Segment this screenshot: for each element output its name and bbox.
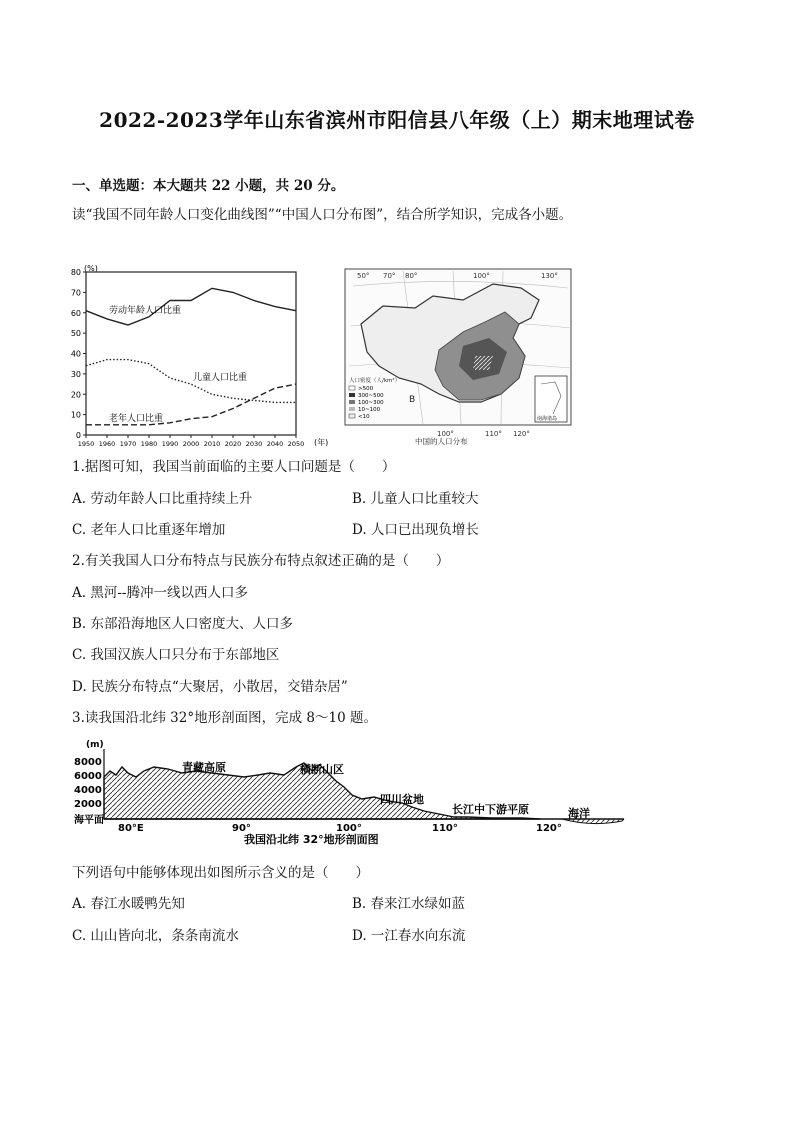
profile-ytick: 2000 [74,799,102,810]
x-tick-label: 2050 [287,440,305,448]
legend-item: >500 [358,386,374,392]
q3-question: 下列语句中能够体现出如图所示含义的是（ ） [72,865,369,881]
x-tick-label: 2020 [224,440,242,448]
y-tick-label: 60 [70,308,81,318]
q1-option-a[interactable]: A. 劳动年龄人口比重持续上升 [72,491,253,507]
y-tick-label: 50 [70,329,81,339]
legend-item: <10 [358,414,370,420]
map-caption: 中国的人口分布 [415,437,468,446]
intro-text: 读“我国不同年龄人口变化曲线图”“中国人口分布图”，结合所学知识，完成各小题。 [72,207,573,223]
q2-option-b[interactable]: B. 东部沿海地区人口密度大、人口多 [72,616,294,632]
q2-option-a[interactable]: A. 黑河--腾冲一线以西人口多 [72,585,248,601]
profile-lon: 90° [232,823,251,834]
q2-option-d[interactable]: D. 民族分布特点“大聚居，小散居，交错杂居” [72,679,348,695]
series-label: 劳动年龄人口比重 [109,305,182,316]
x-tick-label: 2000 [182,440,200,448]
profile-lon: 100° [336,823,362,834]
x-tick-label: 2010 [203,440,221,448]
x-tick-label: 1970 [119,440,137,448]
x-tick-label: 1950 [77,440,95,448]
lon-label: 110° [485,430,502,438]
profile-lon: 110° [432,823,458,834]
lon-label: 50° [357,272,370,280]
profile-unit: (m) [86,740,104,750]
q3-option-c[interactable]: C. 山山皆向北，条条南流水 [72,928,239,944]
q3-option-b[interactable]: B. 春来江水绿如蓝 [352,896,466,912]
region-label: 海洋 [568,807,590,820]
lon-label: 70° [383,272,396,280]
q2-stem: 2.有关我国人口分布特点与民族分布特点叙述正确的是（ ） [72,553,450,569]
q3-option-a[interactable]: A. 春江水暖鸭先知 [72,896,185,912]
profile-ytick: 8000 [74,757,102,768]
series-line [86,360,296,403]
inset-label: 南海诸岛 [537,416,558,422]
q1-option-d[interactable]: D. 人口已出现负增长 [352,522,479,538]
y-tick-label: 20 [70,390,81,400]
legend-item: 10~100 [358,407,381,413]
terrain-profile-32n [72,737,628,849]
y-unit-label: (%) [84,264,98,273]
y-tick-label: 10 [70,410,81,420]
y-tick-label: 40 [70,349,81,359]
x-unit-label: (年) [314,438,329,447]
marker-b: B [409,395,416,405]
lon-label: 80° [405,272,418,280]
legend-item: 100~300 [358,400,384,406]
page-title: 2022-2023学年山东省滨州市阳信县八年级（上）期末地理试卷 [99,108,695,132]
x-tick-label: 1980 [140,440,158,448]
legend-item: 300~500 [358,393,384,399]
lon-label: 100° [437,430,454,438]
legend-title: 人口密度（人/km²） [349,378,401,384]
section-heading: 一、单选题：本大题共 22 小题，共 20 分。 [72,178,345,194]
y-tick-label: 0 [75,431,81,440]
region-label: 横断山区 [300,763,344,776]
x-tick-label: 2030 [245,440,263,448]
region-label: 青藏高原 [182,761,226,774]
y-tick-label: 80 [70,268,81,277]
q1-stem: 1.据图可知，我国当前面临的主要人口问题是（ ） [72,459,396,475]
q3-stem: 3.读我国沿北纬 32°地形剖面图，完成 8～10 题。 [72,710,377,726]
x-tick-label: 1960 [98,440,116,448]
y-tick-label: 70 [70,288,81,298]
lon-label: 120° [513,430,530,438]
region-label: 四川盆地 [380,793,424,806]
profile-ytick: 4000 [74,785,102,796]
population-age-chart [68,262,338,454]
profile-lon: 120° [536,823,562,834]
series-label: 儿童人口比重 [193,373,248,384]
china-population-map [343,266,575,446]
profile-lon: 80°E [118,823,144,834]
q2-option-c[interactable]: C. 我国汉族人口只分布于东部地区 [72,647,280,663]
q1-option-c[interactable]: C. 老年人口比重逐年增加 [72,522,226,538]
y-tick-label: 30 [70,369,81,379]
region-label: 长江中下游平原 [452,803,529,816]
lon-label: 100° [473,272,490,280]
profile-ytick: 6000 [74,771,102,782]
sea-level-label: 海平面 [74,815,104,826]
x-tick-label: 1990 [161,440,179,448]
q3-option-d[interactable]: D. 一江春水向东流 [352,928,466,944]
x-tick-label: 2040 [266,440,284,448]
series-label: 老年人口比重 [109,413,164,424]
plot-frame [86,272,296,435]
profile-caption: 我国沿北纬 32°地形剖面图 [244,833,379,846]
q1-option-b[interactable]: B. 儿童人口比重较大 [352,491,479,507]
lon-label: 130° [541,272,558,280]
